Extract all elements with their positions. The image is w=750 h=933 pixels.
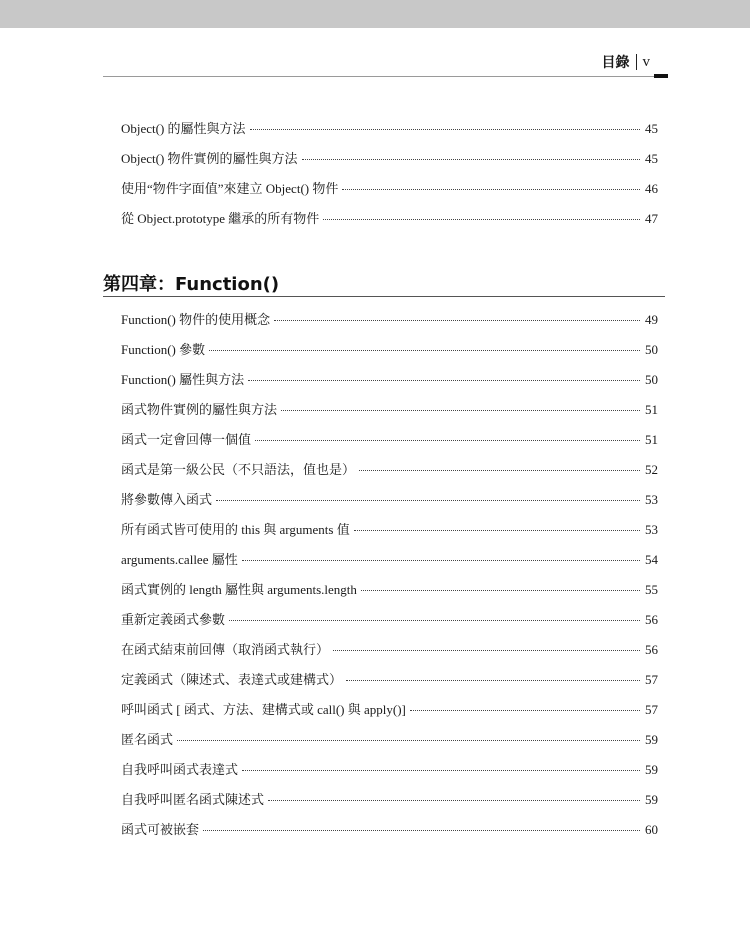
- toc-entry[interactable]: [121, 370, 658, 400]
- toc-leader-dots: [229, 619, 640, 621]
- toc-leader-dots: [203, 829, 640, 831]
- toc-entry-page: 54: [645, 552, 658, 567]
- toc-leader-dots: [410, 709, 640, 711]
- toc-entry-title: 函式一定會回傳一個值: [121, 432, 252, 447]
- toc-entry-title: 從 Object.prototype 繼承的所有物件: [121, 211, 320, 226]
- toc-entry-page: 60: [645, 822, 658, 837]
- toc-entry-title: 所有函式皆可使用的 this 與 arguments 值: [121, 522, 350, 537]
- header-rule: [103, 76, 663, 77]
- toc-leader-dots: [333, 649, 640, 651]
- toc-leader-dots: [216, 499, 640, 501]
- toc-entry[interactable]: [121, 400, 658, 430]
- toc-entry[interactable]: [121, 670, 658, 700]
- toc-entry-page: 55: [645, 582, 658, 597]
- running-head-section: 目錄: [601, 55, 630, 71]
- toc-entry-page: 51: [645, 402, 658, 417]
- toc-entry[interactable]: [121, 640, 658, 670]
- toc-entry-title: 自我呼叫匿名函式陳述式: [121, 792, 265, 807]
- toc-entry-title: Object() 的屬性與方法: [121, 121, 246, 136]
- toc-entry-page: 51: [645, 432, 658, 447]
- toc-leader-dots: [209, 349, 640, 351]
- toc-entry-title: 函式可被嵌套: [121, 822, 200, 837]
- toc-entry[interactable]: [121, 520, 658, 550]
- toc-leader-dots: [281, 409, 640, 411]
- toc-entry[interactable]: [121, 310, 658, 340]
- toc-entry[interactable]: [121, 119, 658, 149]
- toc-entry-page: 50: [645, 372, 658, 387]
- toc-leader-dots: [177, 739, 640, 741]
- toc-entry-title: 重新定義函式參數: [121, 612, 226, 627]
- toc-list-previous: [121, 119, 658, 239]
- toc-entry-title: 定義函式（陳述式、表達式或建構式）: [121, 672, 343, 687]
- toc-entry[interactable]: [121, 730, 658, 760]
- toc-entry-page: 45: [645, 151, 658, 166]
- toc-entry[interactable]: [121, 820, 658, 850]
- toc-leader-dots: [359, 469, 640, 471]
- toc-entry[interactable]: [121, 700, 658, 730]
- toc-entry-page: 56: [645, 642, 658, 657]
- toc-entry-page: 45: [645, 121, 658, 136]
- running-head: [602, 52, 651, 72]
- toc-entry-title: Object() 物件實例的屬性與方法: [121, 151, 298, 166]
- toc-entry[interactable]: [121, 490, 658, 520]
- toc-leader-dots: [255, 439, 640, 441]
- toc-leader-dots: [268, 799, 640, 801]
- chapter-rule: [103, 296, 665, 297]
- toc-entry[interactable]: [121, 460, 658, 490]
- toc-entry-page: 53: [645, 522, 658, 537]
- toc-entry-page: 57: [645, 702, 658, 717]
- toc-list-chapter: [121, 310, 658, 850]
- toc-entry-title: 使用“物件字面值”來建立 Object() 物件: [121, 181, 339, 196]
- toc-entry-page: 57: [645, 672, 658, 687]
- toc-entry[interactable]: [121, 760, 658, 790]
- toc-entry[interactable]: [121, 430, 658, 460]
- toc-entry-page: 59: [645, 792, 658, 807]
- toc-leader-dots: [274, 319, 640, 321]
- toc-entry[interactable]: [121, 610, 658, 640]
- toc-entry[interactable]: [121, 179, 658, 209]
- toc-leader-dots: [302, 158, 640, 160]
- toc-leader-dots: [242, 769, 640, 771]
- toc-entry-page: 59: [645, 762, 658, 777]
- toc-leader-dots: [354, 529, 640, 531]
- toc-entry-title: arguments.callee 屬性: [121, 552, 238, 567]
- toc-entry-page: 46: [645, 181, 658, 196]
- running-head-separator: [636, 54, 637, 70]
- toc-entry-title: 將參數傳入函式: [121, 492, 213, 507]
- toc-entry-title: Function() 參數: [121, 342, 206, 357]
- toc-entry-title: 在函式結束前回傳（取消函式執行）: [121, 642, 330, 657]
- toc-entry-page: 47: [645, 211, 658, 226]
- toc-entry[interactable]: [121, 580, 658, 610]
- toc-entry-title: 自我呼叫函式表達式: [121, 762, 239, 777]
- chapter-heading: 第四章：Function(): [103, 274, 280, 295]
- toc-entry-title: 匿名函式: [121, 732, 174, 747]
- toc-leader-dots: [361, 589, 640, 591]
- toc-leader-dots: [342, 188, 640, 190]
- toc-entry-title: 函式物件實例的屬性與方法: [121, 402, 278, 417]
- toc-entry-page: 49: [645, 312, 658, 327]
- toc-entry[interactable]: [121, 209, 658, 239]
- toc-entry-title: Function() 物件的使用概念: [121, 312, 271, 327]
- toc-entry-title: 函式實例的 length 屬性與 arguments.length: [121, 582, 357, 597]
- toc-entry-page: 53: [645, 492, 658, 507]
- toc-leader-dots: [250, 128, 640, 130]
- toc-leader-dots: [323, 218, 640, 220]
- toc-entry-page: 56: [645, 612, 658, 627]
- toc-entry[interactable]: [121, 550, 658, 580]
- toc-entry-title: 呼叫函式 [ 函式、方法、建構式或 call() 與 apply()]: [121, 702, 406, 717]
- header-rule-mark: [654, 74, 668, 78]
- toc-leader-dots: [242, 559, 640, 561]
- running-head-page-number: v: [642, 53, 650, 70]
- toc-entry-page: 59: [645, 732, 658, 747]
- toc-entry-title: 函式是第一級公民（不只語法，值也是）: [121, 462, 356, 477]
- toc-entry-page: 52: [645, 462, 658, 477]
- top-gray-band: [0, 0, 750, 28]
- toc-entry-page: 50: [645, 342, 658, 357]
- toc-leader-dots: [248, 379, 640, 381]
- toc-entry-title: Function() 屬性與方法: [121, 372, 245, 387]
- toc-leader-dots: [346, 679, 640, 681]
- toc-entry[interactable]: [121, 149, 658, 179]
- toc-entry[interactable]: [121, 790, 658, 820]
- toc-entry[interactable]: [121, 340, 658, 370]
